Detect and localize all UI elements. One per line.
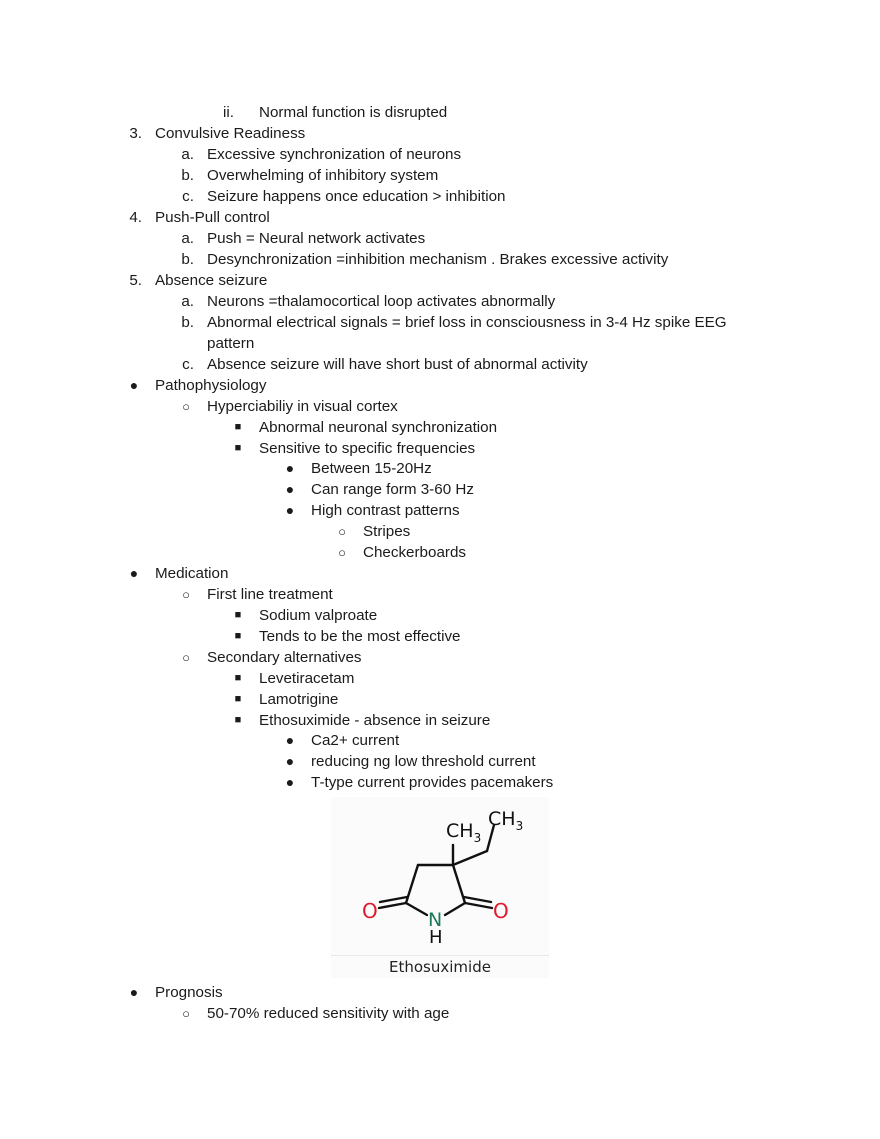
list-item-text: Secondary alternatives (207, 649, 362, 666)
ring-bond-left-lower (406, 903, 427, 915)
bullet-disc-icon: ● (285, 774, 295, 790)
section-heading: Pathophysiology (155, 377, 267, 394)
bullet-disc-icon: ● (285, 753, 295, 769)
letter-marker: b. (181, 167, 194, 184)
letter-marker: c. (182, 356, 194, 373)
carbonyl-right-bond-2 (464, 897, 491, 902)
nitrogen-label: N (428, 909, 443, 931)
bullet-square-icon: ■ (234, 609, 242, 621)
list-item-text: Lamotrigine (259, 691, 339, 708)
letter-marker: a. (181, 230, 194, 247)
list-item-text: 50-70% reduced sensitivity with age (207, 1005, 450, 1022)
ethyl-bond-1 (453, 851, 487, 865)
bullet-disc-icon: ● (129, 377, 139, 393)
bullet-square-icon: ■ (234, 442, 242, 454)
ethyl-methyl-label: $CH_3$ (488, 808, 524, 833)
methyl-label: $CH_3$ (446, 820, 482, 845)
letter-marker: a. (181, 146, 194, 163)
bullet-square-icon: ■ (234, 672, 242, 684)
list-item-text: Levetiracetam (259, 670, 355, 687)
bullet-disc-icon: ● (285, 460, 295, 476)
bullet-square-icon: ■ (234, 630, 242, 642)
list-item-text: Seizure happens once education > inhibition (207, 188, 506, 205)
list-item-text: Desynchronization =inhibition mechanism . Brakes excessive activity (207, 251, 669, 268)
carbonyl-right-bond-1 (465, 903, 492, 908)
list-item-text: Ca2+ current (311, 732, 400, 749)
section-heading: Medication (155, 565, 229, 582)
list-item-text: Tends to be the most effective (259, 628, 461, 645)
letter-marker: b. (181, 251, 194, 268)
list-item-text: Hyperciabiliy in visual cortex (207, 398, 398, 415)
bullet-disc-icon: ● (285, 481, 295, 497)
bullet-circle-icon: ○ (182, 1006, 190, 1021)
list-item-text: Abnormal electrical signals = brief loss in consciousness in 3-4 Hz spike EEG (207, 314, 727, 331)
oxygen-left-label: O (362, 899, 378, 923)
list-item-text: Stripes (363, 523, 411, 540)
bullet-disc-icon: ● (129, 984, 139, 1000)
bullet-square-icon: ■ (234, 421, 242, 433)
bullet-square-icon: ■ (234, 714, 242, 726)
list-item-continuation: pattern (207, 335, 255, 352)
bullet-circle-icon: ○ (182, 650, 190, 665)
hydrogen-label: H (429, 927, 443, 948)
list-item-text: Normal function is disrupted (259, 104, 448, 121)
bullet-circle-icon: ○ (182, 399, 190, 414)
carbonyl-left-bond-2 (380, 897, 407, 902)
bullet-circle-icon: ○ (338, 524, 346, 539)
ring-bond-right-lower (445, 903, 465, 915)
list-item-text: Sodium valproate (259, 607, 378, 624)
list-item-text: Overwhelming of inhibitory system (207, 167, 439, 184)
list-item-text: Can range form 3-60 Hz (311, 481, 474, 498)
list-item-text: High contrast patterns (311, 502, 460, 519)
list-item-text: Absence seizure (155, 272, 268, 289)
numbered-marker: 4. (129, 209, 142, 226)
list-item-text: First line treatment (207, 586, 333, 603)
list-item-text: Push = Neural network activates (207, 230, 426, 247)
letter-marker: a. (181, 293, 194, 310)
list-item-text: Convulsive Readiness (155, 125, 306, 142)
ethosuximide-structure-figure (331, 797, 549, 978)
letter-marker: b. (181, 314, 194, 331)
bullet-circle-icon: ○ (338, 545, 346, 560)
bullet-square-icon: ■ (234, 693, 242, 705)
numbered-marker: 3. (129, 125, 142, 142)
list-item-text: Excessive synchronization of neurons (207, 146, 462, 163)
numbered-marker: 5. (129, 272, 142, 289)
list-item-text: Between 15-20Hz (311, 460, 432, 477)
carbonyl-left-bond-1 (379, 903, 406, 908)
figure-caption: Ethosuximide (331, 955, 549, 976)
bullet-circle-icon: ○ (182, 587, 190, 602)
ethosuximide-structure-diagram (331, 797, 549, 955)
letter-marker: c. (182, 188, 194, 205)
list-item-text: Absence seizure will have short bust of abnormal activity (207, 356, 588, 373)
bullet-disc-icon: ● (285, 502, 295, 518)
oxygen-right-label: O (493, 899, 509, 923)
roman-numeral-marker: ii. (223, 104, 234, 121)
section-heading: Prognosis (155, 984, 223, 1001)
list-item-text: Push-Pull control (155, 209, 270, 226)
list-item-text: T-type current provides pacemakers (311, 774, 554, 791)
list-item-text: Abnormal neuronal synchronization (259, 419, 498, 436)
bullet-disc-icon: ● (285, 732, 295, 748)
list-item-text: reducing ng low threshold current (311, 753, 536, 770)
list-item-text: Checkerboards (363, 544, 466, 561)
bullet-disc-icon: ● (129, 565, 139, 581)
list-item-text: Sensitive to specific frequencies (259, 440, 476, 457)
list-item-text: Neurons =thalamocortical loop activates abnormally (207, 293, 556, 310)
list-item-text: Ethosuximide - absence in seizure (259, 712, 491, 729)
